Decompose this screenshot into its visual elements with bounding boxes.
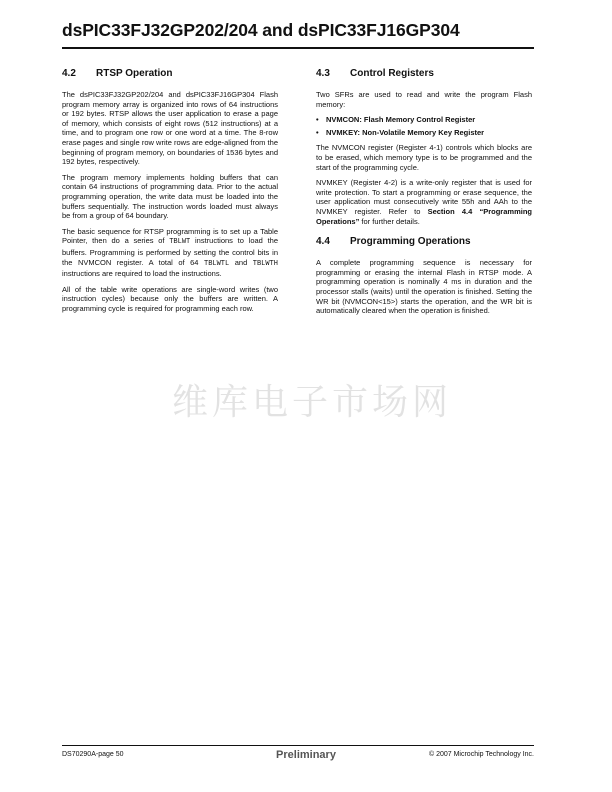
section-number: 4.2	[62, 68, 76, 79]
page-number: DS70290A-page 50	[62, 751, 124, 758]
section-4-2	[62, 68, 278, 313]
paragraph: The program memory implements holding buffers that can contain 64 instructions of programming data. Prior to the actual programming operation, the write data must be loaded into the buffers sequentially. The instruction words loaded must always be from a group of 64 boundary.	[62, 172, 278, 221]
paragraph	[316, 178, 532, 226]
section-4-4	[316, 236, 532, 316]
text-run: NVMKEY (Register 4-2) is a write-only register that is used for write protection. To start a programming or erase sequence, the user application must consecutively write 55h and AAh to the NVMKEY register. Refer to	[316, 178, 532, 216]
text-run: and	[229, 257, 253, 267]
code-tblwtl: TBLWTL	[204, 259, 230, 268]
left-column	[62, 68, 278, 319]
section-title: Control Registers	[350, 68, 434, 79]
register-list	[316, 115, 532, 137]
paragraph	[62, 227, 278, 279]
paragraph: A complete programming sequence is necessary for programming or erasing the internal Flash in RTSP mode. A programming operation is nominally 4 ms in duration and the processor stalls (waits) until the operation is finished. Setting the WR bit (NVMCON<15>) starts the operation, and the WR bit is automatically cleared when the operation is finished.	[316, 258, 532, 316]
paragraph: The dsPIC33FJ32GP202/204 and dsPIC33FJ16GP304 Flash program memory array is organized into rows of 64 instructions or 192 bytes. RTSP allows the user application to erase a page of memory, which consists of eight rows (512 instructions) at a time, and to program one row or one word at a time. The 8-row erase pages and single row write rows are edge-aligned from the beginning of program memory, on boundaries of 1536 bytes and 192 bytes, respectively.	[62, 90, 278, 167]
text-run: for further details.	[359, 216, 420, 226]
section-title: RTSP Operation	[96, 68, 173, 79]
paragraph: Two SFRs are used to read and write the program Flash memory:	[316, 90, 532, 109]
section-heading	[62, 68, 278, 80]
section-heading	[316, 68, 532, 80]
status-label: Preliminary	[276, 749, 336, 761]
page-title: dsPIC33FJ32GP202/204 and dsPIC33FJ16GP304	[62, 20, 460, 40]
list-item	[316, 115, 532, 125]
text-run: The basic sequence for RTSP programming is to set up a Table Pointer, then do a series of	[62, 226, 278, 246]
copyright: © 2007 Microchip Technology Inc.	[428, 751, 534, 758]
section-4-3	[316, 68, 532, 226]
bullet-icon: •	[316, 127, 319, 137]
right-column	[316, 68, 532, 322]
paragraph: The NVMCON register (Register 4-1) controls which blocks are to be erased, which memory type is to be programmed and the start of the programming cycle.	[316, 143, 532, 172]
section-title: Programming Operations	[350, 236, 471, 248]
watermark: 维库电子市场网	[172, 382, 453, 423]
title-rule	[62, 47, 534, 49]
list-item-text: NVMCON: Flash Memory Control Register	[326, 115, 476, 125]
section-number: 4.4	[316, 236, 330, 248]
text-run: instructions are required to load the instructions.	[62, 269, 222, 279]
text-run: instructions to load the buffers. Programming is performed by setting the control bits in the NVMCON register. A total of 64	[62, 236, 278, 267]
section-reference-link[interactable]: Section 4.4 “Programming Operations”	[316, 206, 532, 226]
list-item	[316, 128, 532, 138]
code-tblwt: TBLWT	[169, 238, 191, 247]
section-number: 4.3	[316, 68, 330, 79]
list-item-text: NVMKEY: Non-Volatile Memory Key Register	[326, 127, 485, 137]
section-heading	[316, 236, 532, 248]
code-tblwth: TBLWTH	[252, 259, 278, 268]
paragraph: All of the table write operations are single-word writes (two instruction cycles) because only the buffers are written. A programming cycle is required for programming each row.	[62, 284, 278, 313]
footer-rule	[62, 745, 534, 746]
bullet-icon: •	[316, 115, 319, 125]
